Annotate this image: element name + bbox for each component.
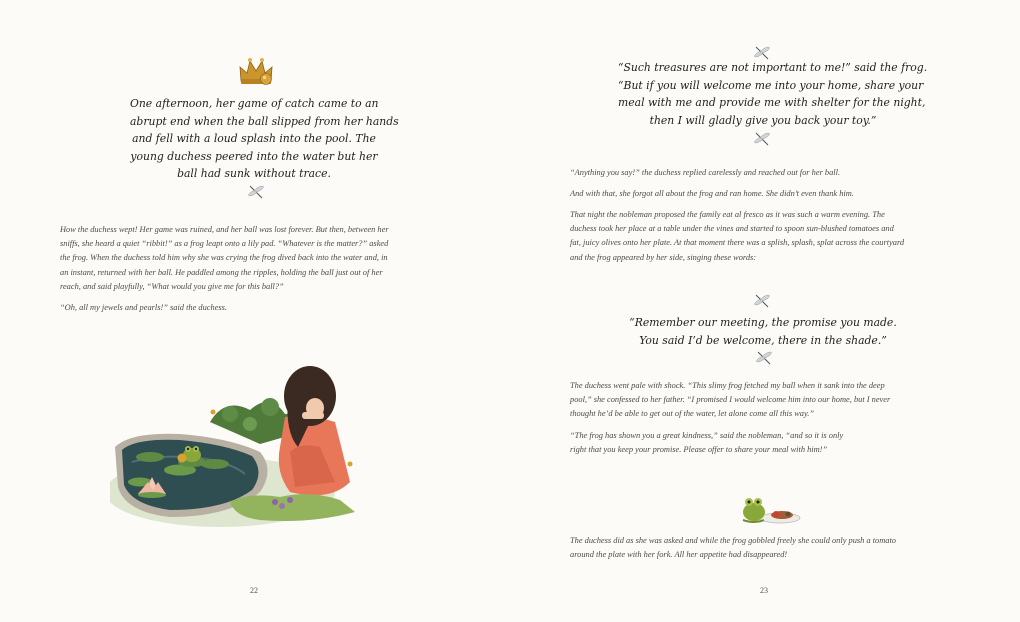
text-line: “The frog has shown you a great kindness,” said the nobleman, “and so it is only (570, 431, 844, 440)
page-number: 23 (760, 586, 768, 595)
verse-line: “Remember our meeting, the promise you made. (629, 316, 897, 329)
verse-line: One afternoon, her game of catch came to an (130, 97, 379, 110)
verse-line: “But if you will welcome me into your home, share your (618, 78, 924, 92)
text-line: The duchess did as she was asked and while the frog gobbled freely she could only push a tomato (570, 536, 896, 545)
text-line: and the frog appeared by her side, singing these words: (570, 252, 757, 262)
text-line: an instant, returned with her ball. He paddled among the ripples, holding the ball just out of her (60, 267, 383, 277)
verse-line: meal with me and provide me with shelter for the night, (618, 96, 926, 109)
verse-line: You said I’d be welcome, there in the shade.” (639, 333, 887, 347)
right-verse-1 (618, 59, 928, 129)
right-paragraph-4 (570, 379, 950, 422)
duchess-crying-by-pond-illustration (110, 352, 385, 532)
right-verse-2 (628, 314, 898, 349)
verse-line: ball had sunk without trace. (177, 167, 331, 180)
crown-icon (236, 55, 276, 89)
text-line: “Anything you say!” the duchess replied carelessly and reached out for her ball. (570, 168, 841, 177)
text-line: around the plate with her fork. All her appetite had disappeared! (570, 550, 788, 560)
text-line: right that you keep your promise. Please offer to share your meal with him!” (570, 445, 828, 455)
page-number: 22 (250, 586, 258, 595)
right-paragraph-6 (570, 534, 950, 562)
left-paragraph-2 (60, 301, 420, 315)
right-paragraph-2 (570, 187, 950, 201)
dragonfly-icon (247, 184, 265, 200)
text-line: “Oh, all my jewels and pearls!” said the duchess. (60, 303, 228, 312)
text-line: The duchess went pale with shock. “This slimy frog fetched my ball when it sank into the deep (570, 381, 885, 390)
verse-line: then I will gladly give you back your toy.” (649, 113, 877, 127)
text-line: duchess took her place at a table under the vines and started to spoon sun-blushed tomatoes and (570, 224, 894, 234)
text-line: the frog. When the duchess told him why she was crying the frog dived back into the water and, in (60, 253, 388, 263)
text-line: pool,” she confessed to her father. “I promised I would welcome him into our home, but I never (570, 395, 891, 405)
verse-line: young duchess peered into the water but her (130, 149, 378, 163)
right-paragraph-1 (570, 166, 950, 180)
text-line: And with that, she forgot all about the frog and ran home. She didn’t even thank him. (570, 189, 854, 198)
text-line: sniffs, she heard a quiet “ribbit!” as a frog leapt onto a lily pad. “Whatever is the matter?” asked (60, 239, 389, 249)
frog-with-plate-illustration (740, 490, 802, 526)
text-line: thought he’d be able to get out of the water, let alone come all this way.” (570, 409, 815, 419)
right-paragraph-3 (570, 208, 950, 265)
left-paragraph-1 (60, 223, 420, 294)
verse-line: and fell with a loud splash into the pool. The (132, 132, 376, 145)
text-line: fat, juicy olives onto her plate. At that moment there was a splish, splash, splat across the courtyard (570, 238, 905, 248)
dragonfly-icon (755, 350, 773, 366)
left-verse (130, 95, 399, 183)
verse-line: abrupt end when the ball slipped from her hands (130, 114, 399, 128)
text-line: reach, and said playfully, “What would you give me for this ball?” (60, 281, 284, 291)
dragonfly-icon (753, 131, 771, 147)
right-page (510, 0, 1020, 622)
text-line: That night the nobleman proposed the family eat al fresco as it was such a warm evening. The (570, 210, 885, 219)
dragonfly-icon (753, 293, 771, 309)
verse-line: “Such treasures are not important to me!” said the frog. (618, 61, 928, 74)
text-line: How the duchess wept! Her game was ruined, and her ball was lost forever. But then, between her (60, 225, 389, 234)
right-paragraph-5 (570, 429, 950, 457)
